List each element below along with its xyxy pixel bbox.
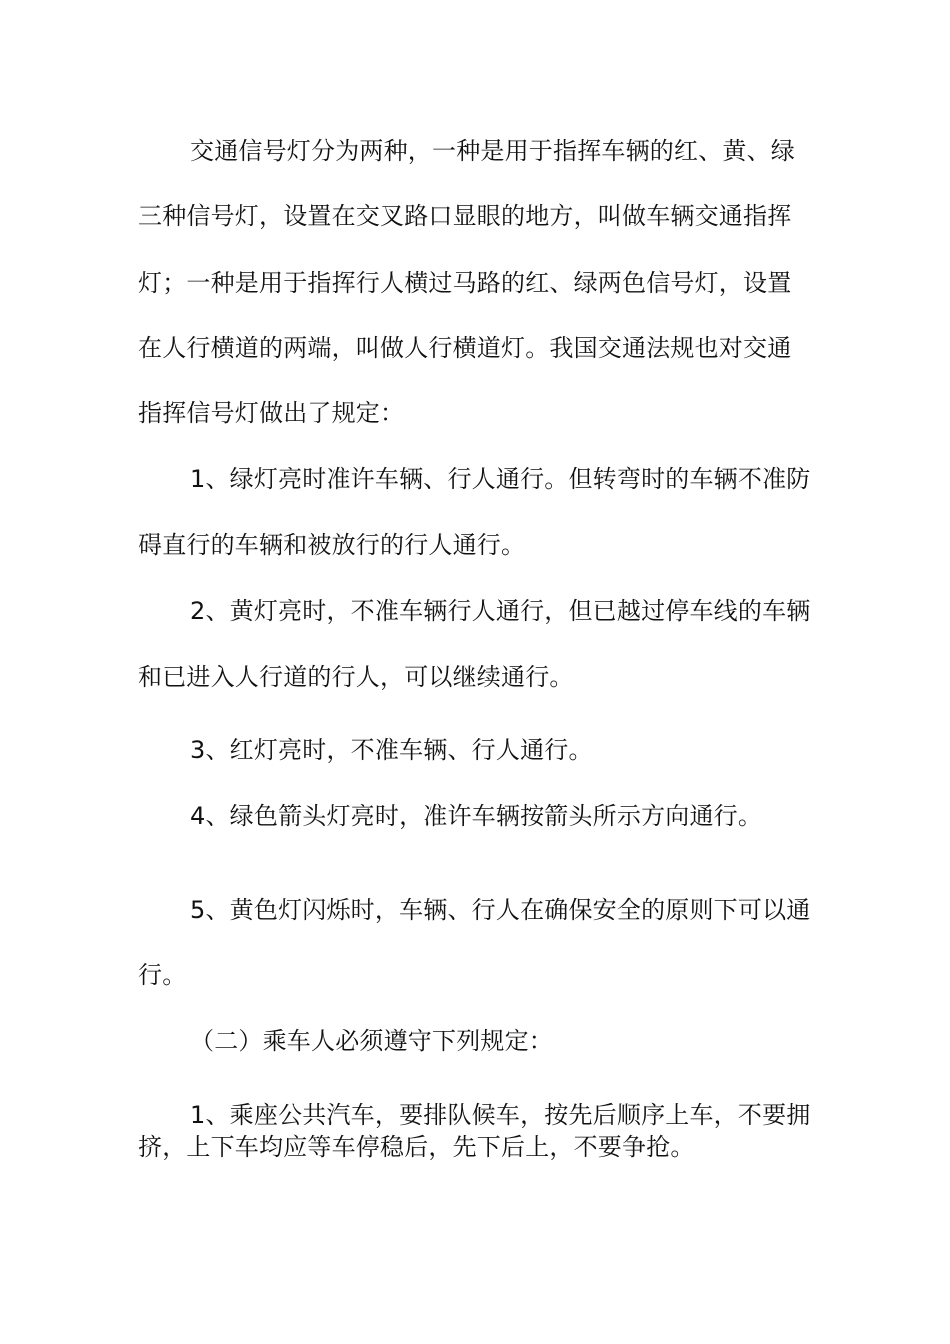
- text-line: 在人行横道的两端，叫做人行横道灯。我国交通法规也对交通: [138, 334, 792, 362]
- text-line: 和已进入人行道的行人，可以继续通行。: [138, 663, 574, 691]
- text-line: 指挥信号灯做出了规定：: [138, 399, 405, 427]
- text-line: 挤，上下车均应等车停稳后，先下后上，不要争抢。: [138, 1133, 695, 1161]
- text-line: 5、黄色灯闪烁时，车辆、行人在确保安全的原则下可以通: [190, 896, 811, 924]
- text-line: 交通信号灯分为两种，一种是用于指挥车辆的红、黄、绿: [190, 137, 795, 165]
- text-line: 三种信号灯，设置在交叉路口显眼的地方，叫做车辆交通指挥: [138, 202, 792, 230]
- text-line: 3、红灯亮时，不准车辆、行人通行。: [190, 736, 593, 764]
- text-line: 灯；一种是用于指挥行人横过马路的红、绿两色信号灯，设置: [138, 269, 792, 297]
- section-heading: （二）乘车人必须遵守下列规定：: [190, 1027, 553, 1055]
- text-line: 4、绿色箭头灯亮时，准许车辆按箭头所示方向通行。: [190, 802, 763, 830]
- text-line: 1、绿灯亮时准许车辆、行人通行。但转弯时的车辆不准防: [190, 465, 811, 493]
- text-line: 2、黄灯亮时，不准车辆行人通行，但已越过停车线的车辆: [190, 597, 811, 625]
- text-line: 碍直行的车辆和被放行的行人通行。: [138, 531, 526, 559]
- text-line: 1、乘座公共汽车，要排队候车，按先后顺序上车，不要拥: [190, 1101, 811, 1129]
- text-line: 行。: [138, 961, 187, 989]
